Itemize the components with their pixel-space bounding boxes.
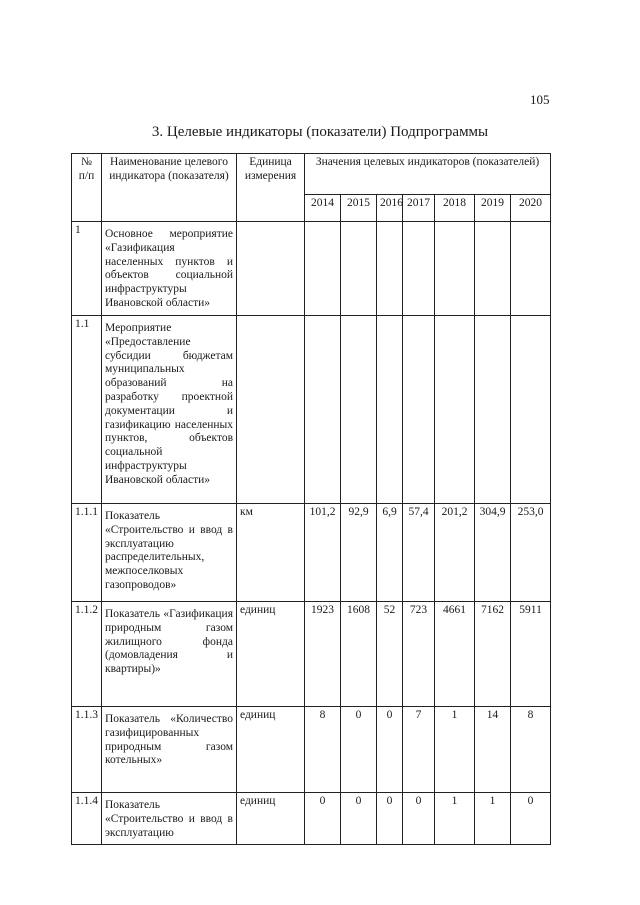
row-num: 1 xyxy=(72,222,102,316)
header-values: Значения целевых индикаторов (показателей) xyxy=(305,154,551,195)
year-2017: 2017 xyxy=(403,195,435,222)
row-unit: единиц xyxy=(237,707,305,793)
row-num: 1.1 xyxy=(72,316,102,504)
header-name: Наименование целевого индикатора (показателя) xyxy=(102,154,237,222)
row-name: Показатель «Строительство и ввод в эксплуатацию xyxy=(102,793,237,845)
row-value xyxy=(305,222,341,316)
row-value: 0 xyxy=(511,793,551,845)
row-value: 0 xyxy=(377,793,403,845)
row-value: 6,9 xyxy=(377,504,403,602)
row-value: 0 xyxy=(305,793,341,845)
page-number: 105 xyxy=(530,92,550,107)
year-2016: 2016 xyxy=(377,195,403,222)
row-value: 0 xyxy=(341,793,377,845)
table-row xyxy=(72,316,551,504)
row-value: 1 xyxy=(475,793,511,845)
year-2015: 2015 xyxy=(341,195,377,222)
row-value: 8 xyxy=(305,707,341,793)
row-value xyxy=(435,316,475,504)
indicators-table xyxy=(71,153,551,845)
row-value: 7 xyxy=(403,707,435,793)
row-value: 1608 xyxy=(341,602,377,707)
row-value: 101,2 xyxy=(305,504,341,602)
row-value: 14 xyxy=(475,707,511,793)
row-value xyxy=(377,316,403,504)
row-value xyxy=(475,316,511,504)
row-value: 7162 xyxy=(475,602,511,707)
row-value xyxy=(435,222,475,316)
row-value: 0 xyxy=(341,707,377,793)
row-value: 8 xyxy=(511,707,551,793)
header-num: № п/п xyxy=(72,154,102,222)
row-value: 1 xyxy=(435,707,475,793)
year-2019: 2019 xyxy=(475,195,511,222)
table-row xyxy=(72,793,551,845)
header-unit: Единица измерения xyxy=(237,154,305,222)
row-value: 4661 xyxy=(435,602,475,707)
row-unit xyxy=(237,316,305,504)
row-name: Показатель «Газификация природным газом жилищного фонда (домовладения и квартиры)» xyxy=(102,602,237,707)
row-value: 253,0 xyxy=(511,504,551,602)
row-value xyxy=(403,316,435,504)
row-num: 1.1.2 xyxy=(72,602,102,707)
row-value: 52 xyxy=(377,602,403,707)
row-unit: единиц xyxy=(237,602,305,707)
row-value: 57,4 xyxy=(403,504,435,602)
row-value xyxy=(511,316,551,504)
section-title: 3. Целевые индикаторы (показатели) Подпрограммы xyxy=(151,124,489,140)
row-value xyxy=(377,222,403,316)
row-unit: единиц xyxy=(237,793,305,845)
table-row xyxy=(72,504,551,602)
year-2014: 2014 xyxy=(305,195,341,222)
row-value: 0 xyxy=(403,793,435,845)
row-value: 304,9 xyxy=(475,504,511,602)
row-unit: км xyxy=(237,504,305,602)
row-unit xyxy=(237,222,305,316)
row-value: 201,2 xyxy=(435,504,475,602)
row-num: 1.1.4 xyxy=(72,793,102,845)
row-value: 1923 xyxy=(305,602,341,707)
row-value: 1 xyxy=(435,793,475,845)
header-row xyxy=(72,154,551,195)
row-name: Показатель «Строительство и ввод в эксплуатацию распределительных, межпоселковых газопроводов» xyxy=(102,504,237,602)
row-value xyxy=(305,316,341,504)
row-name: Мероприятие «Предоставление субсидии бюджетам муниципальных образований на разработку проектной документации и газификацию населенных пунктов, объектов социальной инфраструктуры Ивановской области» xyxy=(102,316,237,504)
row-value: 0 xyxy=(377,707,403,793)
year-2018: 2018 xyxy=(435,195,475,222)
table-row xyxy=(72,707,551,793)
table-row xyxy=(72,222,551,316)
year-2020: 2020 xyxy=(511,195,551,222)
table-row xyxy=(72,602,551,707)
row-value xyxy=(341,222,377,316)
row-value xyxy=(341,316,377,504)
row-value: 5911 xyxy=(511,602,551,707)
row-value: 723 xyxy=(403,602,435,707)
row-name: Показатель «Количество газифицированных природным газом котельных» xyxy=(102,707,237,793)
row-num: 1.1.3 xyxy=(72,707,102,793)
row-num: 1.1.1 xyxy=(72,504,102,602)
row-value xyxy=(403,222,435,316)
row-name: Основное мероприятие «Газификация населенных пунктов и объектов социальной инфраструктуры Ивановской области» xyxy=(102,222,237,316)
row-value xyxy=(475,222,511,316)
row-value: 92,9 xyxy=(341,504,377,602)
row-value xyxy=(511,222,551,316)
